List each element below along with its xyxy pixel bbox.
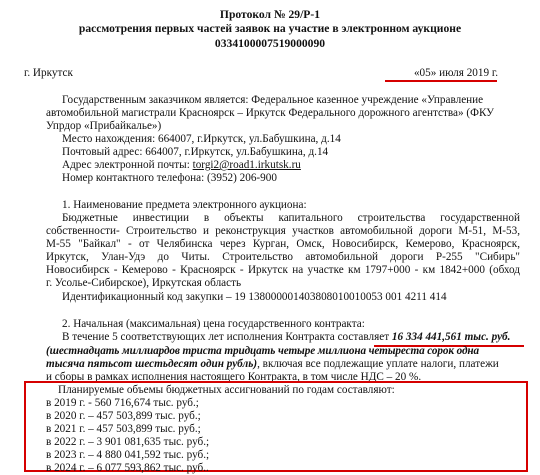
auction-number: 0334100007519000090 xyxy=(214,37,326,50)
subject-line-1: Бюджетные инвестиции в объекты капитального строительства государственной xyxy=(62,212,520,224)
subject-line-5: Новосибирск - Кемерово - Красноярск - Иркутск на участке км 1797+000 - км 1842+000 (обход xyxy=(46,264,520,276)
budget-row: в 2020 г. – 457 503,899 тыс. руб.; xyxy=(46,410,201,422)
customer-phone: Номер контактного телефона: (3952) 206-900 xyxy=(62,172,277,184)
section-2-heading: 2. Начальная (максимальная) цена государственного контракта: xyxy=(62,318,365,330)
price-taxes: , включая все подлежащие уплате налоги, платежи xyxy=(257,358,499,370)
email-label: Адрес электронной почты: xyxy=(62,159,193,171)
subject-line-3: М-55 "Байкал" - от Челябинска через Курган, Омск, Новосибирск, Кемерово, Красноярск, xyxy=(46,238,520,250)
budget-row: в 2023 г. – 4 880 041,592 тыс. руб.; xyxy=(46,449,210,461)
date-highlight-underline xyxy=(385,80,497,82)
price-words-line-2: тысяча пятьсот шестьдесят один рубль) xyxy=(46,358,258,370)
subject-line-2: собственности- Строительство и реконструкция участков автомобильной дороги М-51, М-53, xyxy=(46,225,520,237)
email-link[interactable]: torgi2@road1.irkutsk.ru xyxy=(192,159,301,171)
budget-row: в 2021 г. – 457 503,899 тыс. руб.; xyxy=(46,423,201,435)
budget-row: в 2022 г. – 3 901 081,635 тыс. руб.; xyxy=(46,436,210,448)
price-words-line-1: (шестнадцать миллиардов триста тридцать четыре миллиона четыреста сорок одна xyxy=(46,345,480,357)
budget-heading: Планируемые объемы бюджетных ассигнований по годам составляют: xyxy=(58,384,395,396)
subject-line-4: Иркутск, Улан-Удэ до Читы. Строительство автомобильной дороги Р-255 "Сибирь" xyxy=(46,251,520,263)
customer-location: Место нахождения: 664007, г.Иркутск, ул.Бабушкина, д.14 xyxy=(62,133,341,145)
budget-row: в 2019 г. - 560 716,674 тыс. руб.; xyxy=(46,397,199,409)
city: г. Иркутск xyxy=(24,67,73,79)
subject-line-6: г. Усолье-Сибирское), Иркутская область xyxy=(46,277,242,289)
customer-line-2: автомобильной магистрали Красноярск – Иркутск Федерального дорожного агентства» (ФКУ xyxy=(46,107,495,119)
purchase-code: Идентификационный код закупки – 19 138000001403808010010053 001 4211 414 xyxy=(62,291,447,303)
price-line-4: и сборы в рамках исполнения настоящего Контракта, в том числе НДС – 20 %. xyxy=(46,371,422,383)
initial-price: 16 334 441,561 тыс. руб. xyxy=(391,331,511,343)
customer-line-3: Упрдор «Прибайкалье») xyxy=(46,120,162,132)
protocol-title: Протокол № 29/Р-1 xyxy=(219,8,321,21)
price-prefix: В течение 5 соответствующих лет исполнения Контракта составляет xyxy=(62,331,392,343)
price-line-1 xyxy=(62,331,510,344)
budget-row: в 2024 г. – 6 077 593,862 тыс. руб.. xyxy=(46,462,209,474)
protocol-subtitle: рассмотрения первых частей заявок на участие в электронном аукционе xyxy=(78,22,462,35)
customer-postal: Почтовый адрес: 664007, г.Иркутск, ул.Бабушкина, д.14 xyxy=(62,146,329,158)
price-line-3 xyxy=(46,358,499,371)
customer-email-row xyxy=(62,159,301,172)
customer-line-1: Государственным заказчиком является: Федеральное казенное учреждение «Управление xyxy=(62,94,484,106)
section-1-heading: 1. Наименование предмета электронного аукциона: xyxy=(62,199,307,211)
protocol-date: «05» июля 2019 г. xyxy=(413,67,498,79)
